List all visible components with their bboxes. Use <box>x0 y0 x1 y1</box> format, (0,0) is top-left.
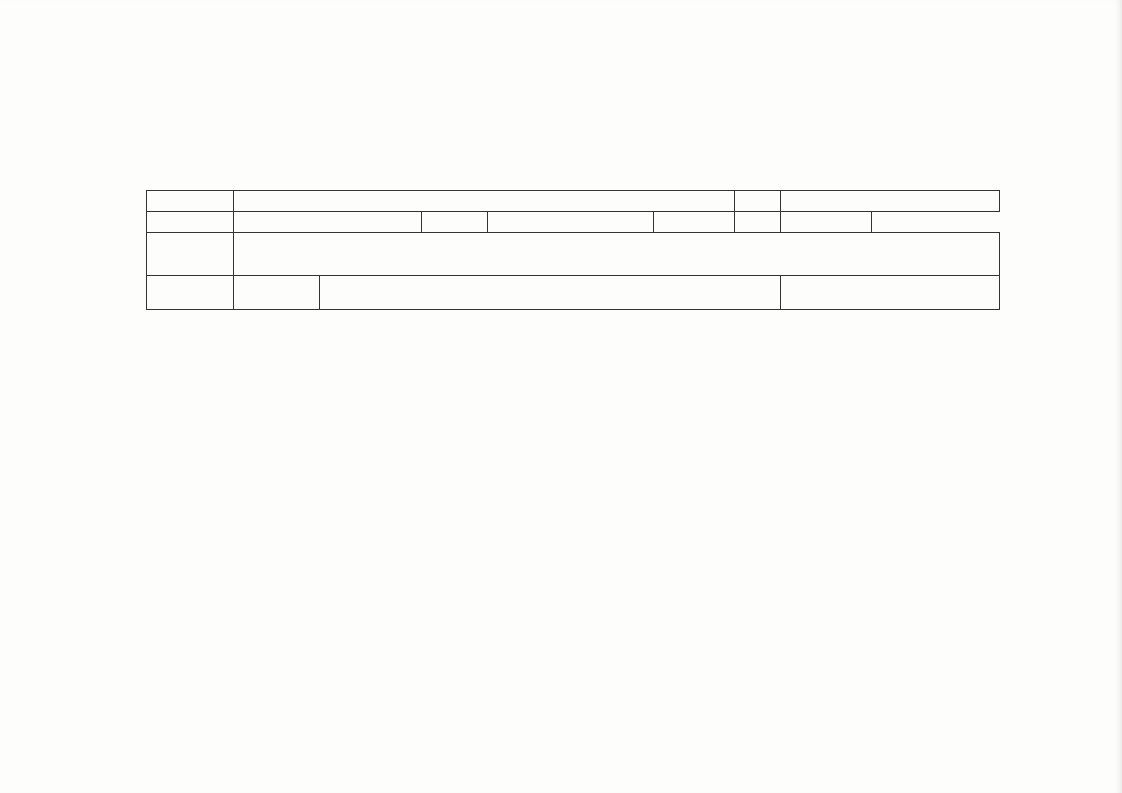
other-funds-label <box>735 212 781 233</box>
budget-unit-value <box>234 191 735 212</box>
project-name-value <box>781 191 1000 212</box>
funds-label <box>147 212 234 233</box>
other-funds-value <box>781 212 872 233</box>
performance-target-table <box>146 190 1000 310</box>
col-level3-header <box>320 276 781 310</box>
overall-goal-label <box>147 233 234 276</box>
sub-funds-label <box>488 212 654 233</box>
col-level2-header <box>234 276 320 310</box>
sub-funds-value <box>654 212 735 233</box>
budget-unit-label <box>147 191 234 212</box>
overall-goal-text <box>234 233 1000 276</box>
project-name-label <box>735 191 781 212</box>
total-funds-value <box>422 212 488 233</box>
total-funds-label <box>234 212 422 233</box>
col-level1-header <box>147 276 234 310</box>
col-value-header <box>781 276 1000 310</box>
